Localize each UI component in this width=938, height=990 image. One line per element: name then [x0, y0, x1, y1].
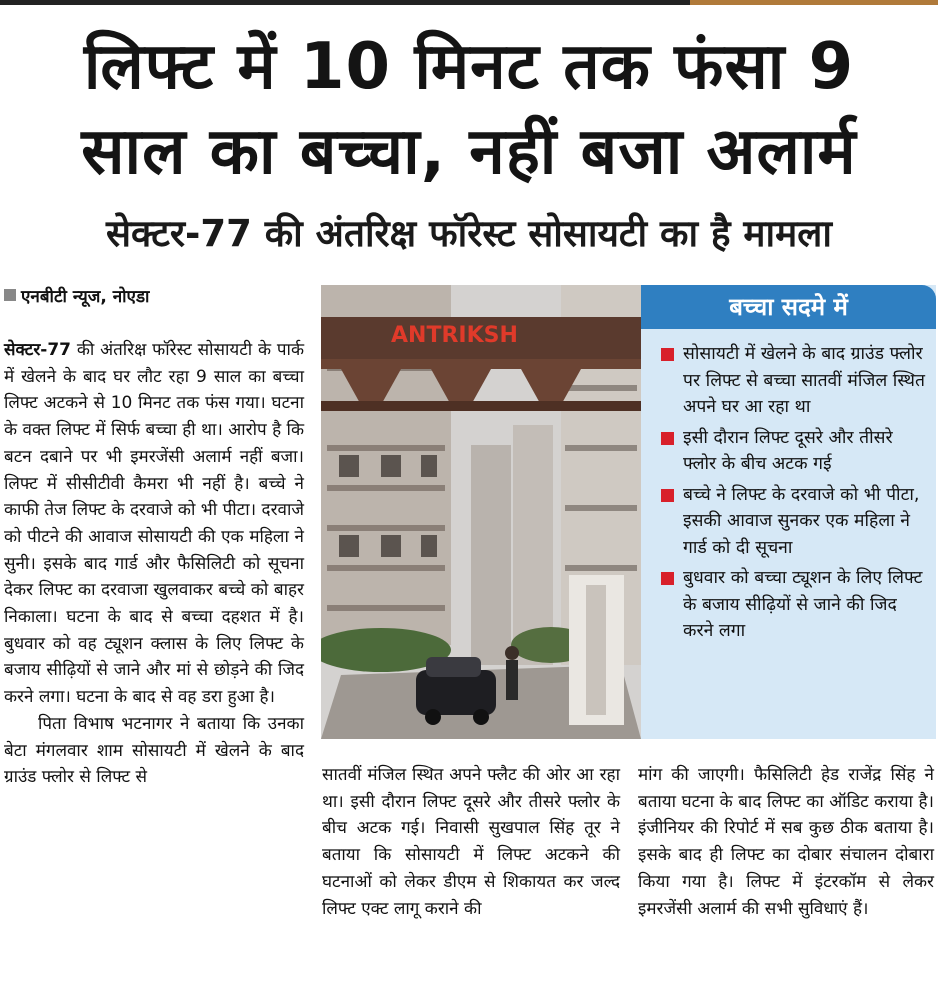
article-column-1: [4, 337, 304, 791]
article-column-2: [322, 762, 620, 922]
byline-square-icon: [4, 289, 16, 301]
article-paragraph-1-text: की अंतरिक्ष फॉरेस्ट सोसायटी के पार्क में खेलने के बाद घर लौट रहा 9 साल का बच्चा लिफ्ट अटकने से 10 मिनट तक फंस गया। घटना के वक्त लिफ्ट में सिर्फ बच्चा ही था। आरोप है कि बटन दबाने पर भी इमरजेंसी अलार्म नहीं बजा। लिफ्ट में सीसीटीवी कैमरा भी नहीं है। बच्चे ने काफी तेज लिफ्ट के दरवाजे को भी पीटा। दरवाजे को पीटने की आवाज सोसायटी की एक महिला ने सुनी। इसके बाद गार्ड और फैसिलिटी को सूचना देकर लिफ्ट का दरवाजा खुलवाकर बच्चे को बाहर निकाला। घटना के बाद से बच्चा दहशत में है। बुधवार को वह ट्यूशन क्लास के लिए लिफ्ट के बजाय सीढ़ियों से जाने और मां से छोड़ने की जिद करने लगा। घटना के बाद से वह डरा हुआ है।: [4, 340, 305, 708]
headline-line-2: साल का बच्चा, नहीं बजा अलार्म: [81, 115, 857, 189]
sidebar-list-item: सोसायटी में खेलने के बाद ग्राउंड फ्लोर पर लिफ्ट से बच्चा सातवीं मंजिल स्थित अपने घर आ रहा था: [661, 341, 928, 421]
sidebar-title: बच्चा सदमे में: [641, 285, 936, 329]
gate-sign-text: ANTRIKSH: [391, 323, 518, 348]
red-square-bullet-icon: [661, 432, 674, 445]
top-image-strip: [690, 0, 938, 5]
sidebar-list-item: बुधवार को बच्चा ट्यूशन के लिए लिफ्ट के बजाय सीढ़ियों से जाने की जिद करने लगा: [661, 565, 928, 645]
society-gate-photo: [321, 285, 641, 739]
article-paragraph-2: पिता विभाष भटनागर ने बताया कि उनका बेटा मंगलवार शाम सोसायटी में खेलने के बाद ग्राउंड फ्लोर से लिफ्ट से: [4, 713, 304, 788]
dateline: सेक्टर-77: [4, 340, 71, 360]
article-column-3: [638, 762, 934, 922]
headline-line-1: लिफ्ट में 10 मिनट तक फंसा 9: [83, 30, 855, 104]
red-square-bullet-icon: [661, 572, 674, 585]
red-square-bullet-icon: [661, 348, 674, 361]
byline: [4, 284, 149, 307]
article-paragraph-1: [4, 337, 304, 711]
article-column-2-text: सातवीं मंजिल स्थित अपने फ्लैट की ओर आ रहा था। इसी दौरान लिफ्ट दूसरे और तीसरे फ्लोर के बीच अटक गई। निवासी सुखपाल सिंह तूर ने बताया कि सोसायटी में लिफ्ट अटकने की घटनाओं को लेकर डीएम से शिकायत कर जल्द लिफ्ट एक्ट लागू कराने की: [322, 765, 620, 919]
article-column-3-text: मांग की जाएगी। फैसिलिटी हेड राजेंद्र सिंह ने बताया घटना के बाद लिफ्ट का ऑडिट कराया है। इंजीनियर की रिपोर्ट में सब कुछ ठीक बताया है। इसके बाद ही लिफ्ट का दोबार संचालन दोबारा किया गया है। लिफ्ट में इंटरकॉम से लेकर इमरजेंसी अलार्म की सभी सुविधाएं हैं।: [638, 765, 934, 919]
sidebar-list-item: बच्चे ने लिफ्ट के दरवाजे को भी पीटा, इसकी आवाज सुनकर एक महिला ने गार्ड को दी सूचना: [661, 482, 928, 562]
news-photo: [321, 285, 641, 739]
byline-text: एनबीटी न्यूज, नोएडा: [21, 287, 150, 307]
subheadline: सेक्टर-77 की अंतरिक्ष फॉरेस्ट सोसायटी का है मामला: [106, 212, 832, 255]
sidebar-list: [641, 329, 936, 645]
sidebar-list-item: इसी दौरान लिफ्ट दूसरे और तीसरे फ्लोर के बीच अटक गई: [661, 425, 928, 478]
red-square-bullet-icon: [661, 489, 674, 502]
sidebar-box: [641, 285, 936, 739]
